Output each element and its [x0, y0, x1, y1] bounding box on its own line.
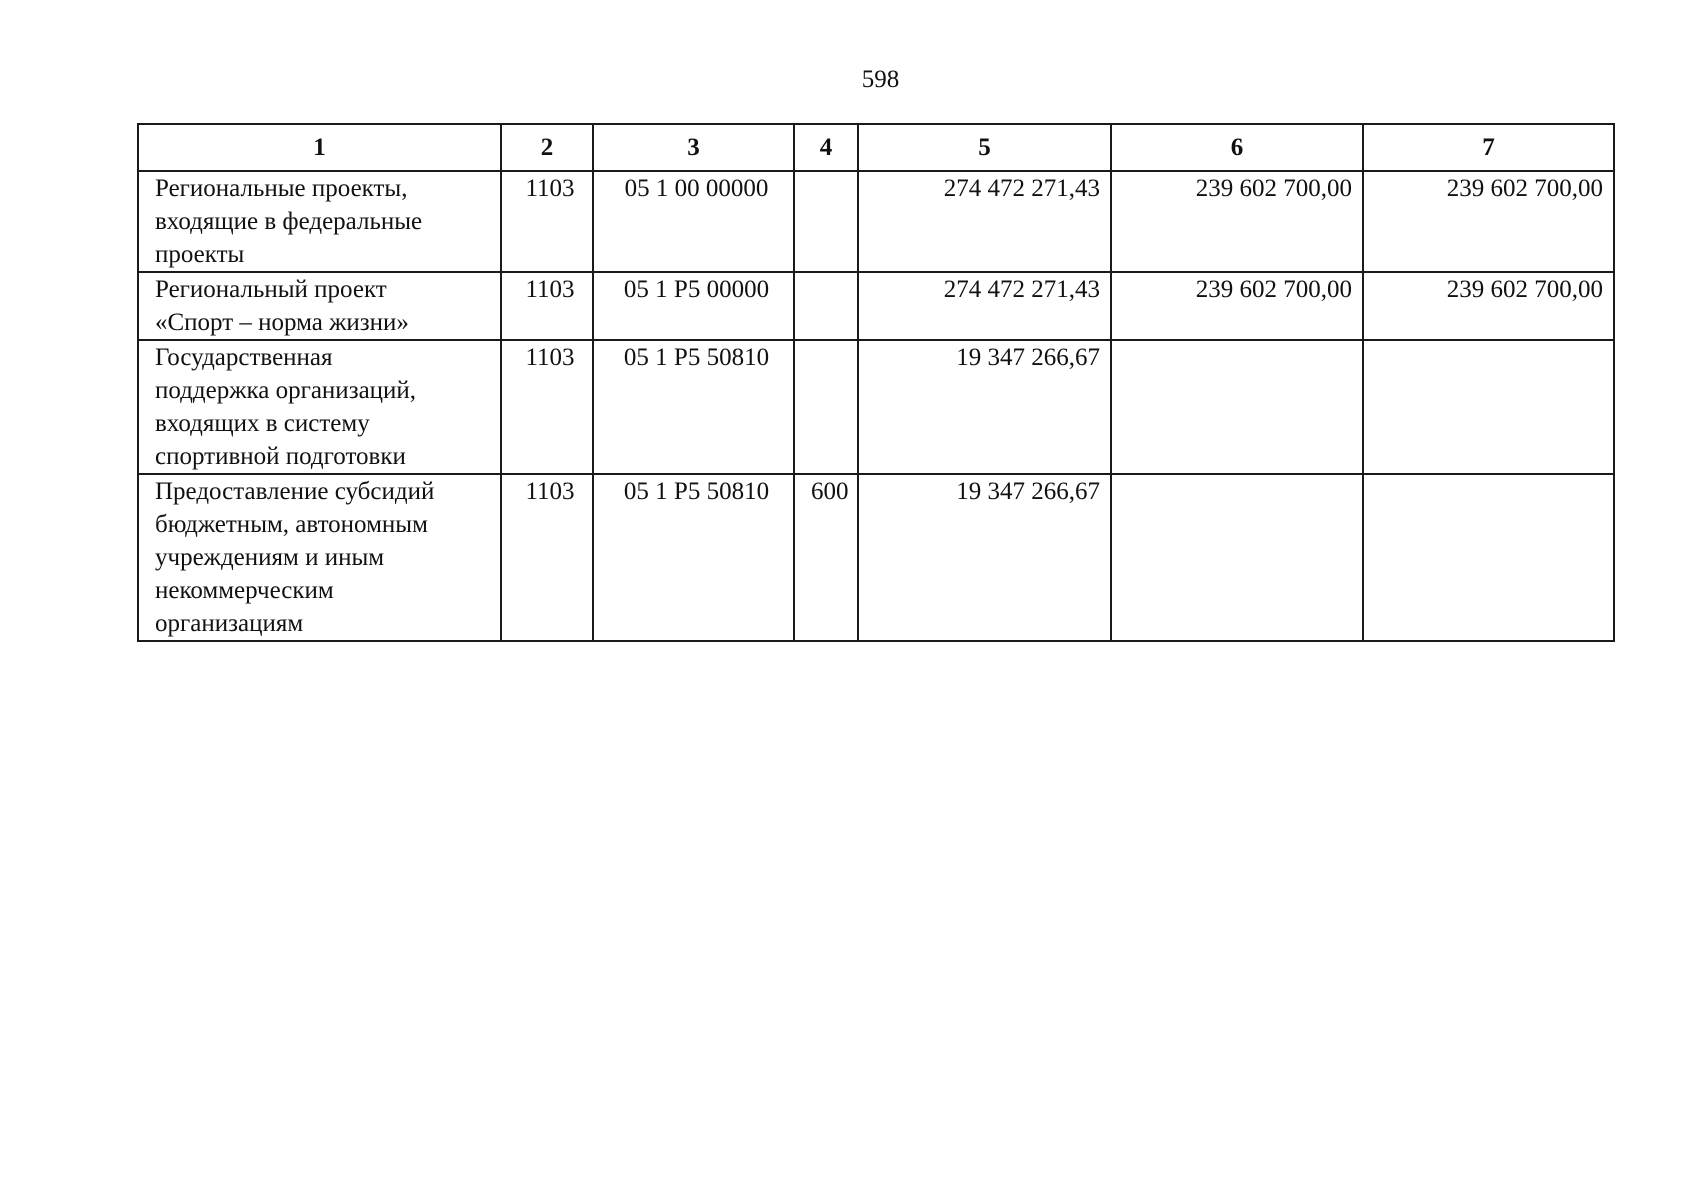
amount-cell-1: 19 347 266,67 — [858, 340, 1111, 474]
column-header-7: 7 — [1363, 124, 1614, 171]
section-cell: 1103 — [501, 340, 593, 474]
amount-cell-2 — [1111, 340, 1363, 474]
target-code-cell: 05 1 P5 50810 — [593, 474, 794, 641]
column-header-1: 1 — [138, 124, 501, 171]
table-row — [138, 340, 1614, 474]
column-header-5: 5 — [858, 124, 1111, 171]
amount-cell-3: 239 602 700,00 — [1363, 272, 1614, 340]
amount-cell-3 — [1363, 340, 1614, 474]
column-header-3: 3 — [593, 124, 794, 171]
column-header-4: 4 — [794, 124, 858, 171]
name-line: Региональный проект — [155, 276, 387, 303]
table-row — [138, 272, 1614, 340]
target-code-cell: 05 1 P5 00000 — [593, 272, 794, 340]
name-line: учреждениям и иным — [155, 544, 385, 571]
name-line: поддержка организаций, — [155, 377, 417, 404]
name-line: спортивной подготовки — [155, 443, 406, 470]
row-name-cell — [138, 171, 501, 272]
amount-cell-2: 239 602 700,00 — [1111, 171, 1363, 272]
name-line: Региональные проекты, — [155, 175, 408, 202]
name-line: некоммерческим — [155, 577, 334, 604]
section-cell: 1103 — [501, 474, 593, 641]
table-row — [138, 171, 1614, 272]
name-line: организациям — [155, 610, 304, 637]
expense-type-cell — [794, 171, 858, 272]
name-line: «Спорт – норма жизни» — [155, 309, 409, 336]
expense-type-cell — [794, 340, 858, 474]
amount-cell-3: 239 602 700,00 — [1363, 171, 1614, 272]
table-row — [138, 474, 1614, 641]
amount-cell-3 — [1363, 474, 1614, 641]
name-line: проекты — [155, 241, 245, 268]
row-name-cell — [138, 340, 501, 474]
expense-type-cell: 600 — [794, 474, 858, 641]
column-header-6: 6 — [1111, 124, 1363, 171]
expense-type-cell — [794, 272, 858, 340]
page-number: 598 — [861, 66, 900, 93]
header-row — [138, 124, 1614, 171]
amount-cell-2 — [1111, 474, 1363, 641]
amount-cell-1: 274 472 271,43 — [858, 171, 1111, 272]
amount-cell-1: 274 472 271,43 — [858, 272, 1111, 340]
name-line: бюджетным, автономным — [155, 511, 428, 538]
name-line: Предоставление субсидий — [155, 478, 435, 505]
row-name-cell — [138, 272, 501, 340]
target-code-cell: 05 1 P5 50810 — [593, 340, 794, 474]
row-name-cell — [138, 474, 501, 641]
amount-cell-2: 239 602 700,00 — [1111, 272, 1363, 340]
column-header-2: 2 — [501, 124, 593, 171]
section-cell: 1103 — [501, 171, 593, 272]
target-code-cell: 05 1 00 00000 — [593, 171, 794, 272]
budget-table — [137, 123, 1615, 642]
amount-cell-1: 19 347 266,67 — [858, 474, 1111, 641]
section-cell: 1103 — [501, 272, 593, 340]
name-line: входящие в федеральные — [155, 208, 423, 235]
name-line: входящих в систему — [155, 410, 370, 437]
name-line: Государственная — [155, 344, 333, 371]
